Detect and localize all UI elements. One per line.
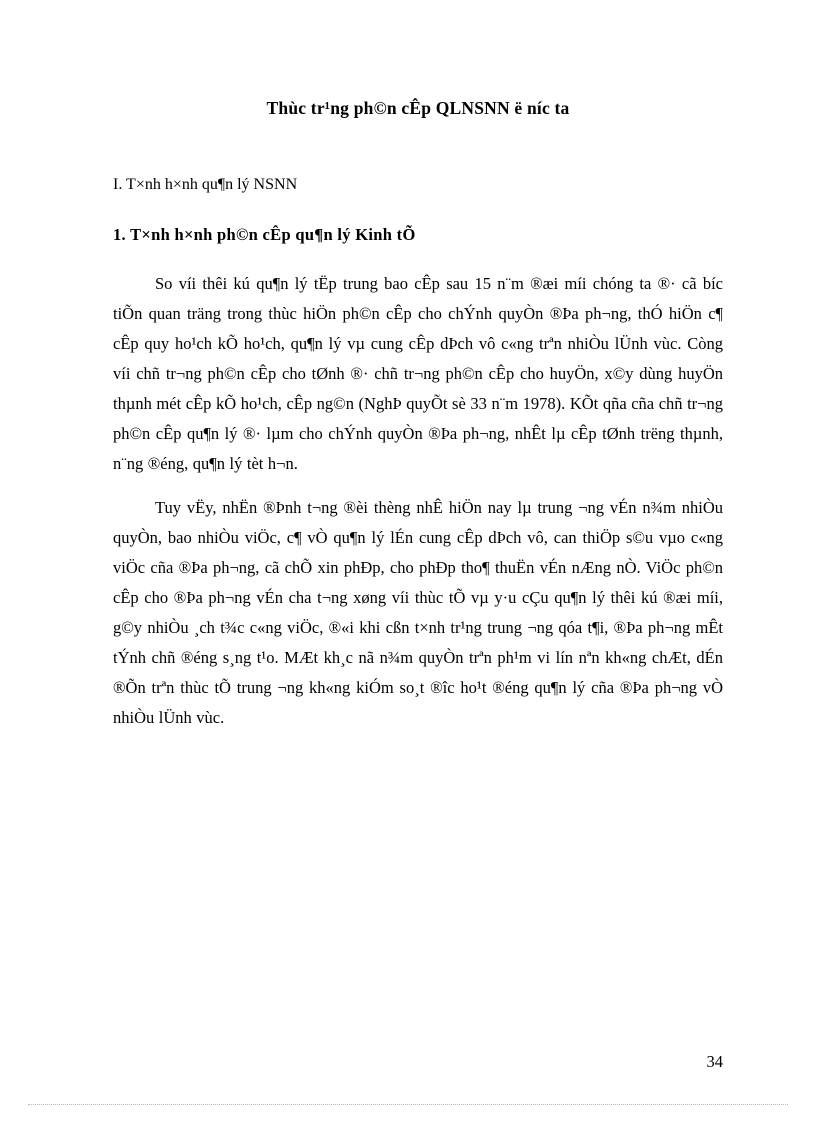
subsection-heading: 1. T×nh h×nh ph©n cÊp qu¶n lý Kinh tÕ: [113, 224, 416, 244]
section-heading: I. T×nh h×nh qu¶n lý NSNN: [113, 175, 298, 193]
body-paragraph-1: So víi thêi kú qu¶n lý tËp trung bao cÊp sau 15 n¨m ®æi míi chóng ta ®· cã bíc tiÕn quan träng trong thùc hiÖn ph©n cÊp cho chÝnh quyÒn ®Þa ph¬ng, thÓ hiÖn c¶ cÊp quy ho¹ch kÕ ho¹ch, qu¶n lý vµ cung cÊp dÞch vô c«ng trªn nhiÒu lÜnh vùc. Còng víi chñ tr¬ng ph©n cÊp cho tØnh ®· chñ tr¬ng ph©n cÊp cho huyÖn, x©y dùng huyÖn thµnh mét cÊp kÕ ho¹ch, cÊp ng©n (NghÞ quyÕt sè 33 n¨m 1978). KÕt qña cña chñ tr¬ng ph©n cÊp qu¶n lý ®· lµm cho chÝnh quyÒn ®Þa ph¬ng, nhÊt lµ cÊp tØnh trëng thµnh, n¨ng ®éng, qu¶n lý tèt h¬n.: [113, 274, 723, 474]
footer-divider: [28, 1104, 788, 1105]
page-number: 34: [706, 1051, 723, 1071]
document-body: [113, 96, 723, 733]
body-paragraph-2: Tuy vËy, nhËn ®Þnh t¬ng ®èi thèng nhÊ hiÖn nay lµ trung ¬ng vÉn n¾m nhiÒu quyÒn, bao nhiÒu viÖc, c¶ vÒ qu¶n lý lÉn cung cÊp dÞch vô, can thiÖp s©u vµo c«ng viÖc cña ®Þa ph¬ng, cã chÕ xin phÐp, cho phÐp tho¶ thuËn vÉn nÆng nÒ. ViÖc ph©n cÊp cho ®Þa ph¬ng vÉn cha t¬ng xøng víi thùc tÕ vµ y·u cÇu qu¶n lý thêi kú ®æi míi, g©y nhiÒu ¸ch t¾c c«ng viÖc, ®«i khi cßn t×nh tr¹ng trung ¬ng qóa t¶i, ®Þa ph¬ng mÊt tÝnh chñ ®éng s¸ng t¹o. MÆt kh¸c nã n¾m quyÒn trªn ph¹m vi lín nªn kh«ng chÆt, dÉn ®Õn trªn thùc tÕ trung ¬ng kh«ng kiÓm so¸t ®îc ho¹t ®éng qu¶n lý cña ®Þa ph¬ng vÒ nhiÒu lÜnh vùc.: [113, 498, 723, 728]
page-title: Thùc tr¹ng ph©n cÊp QLNSNN ë níc ta: [266, 98, 570, 118]
